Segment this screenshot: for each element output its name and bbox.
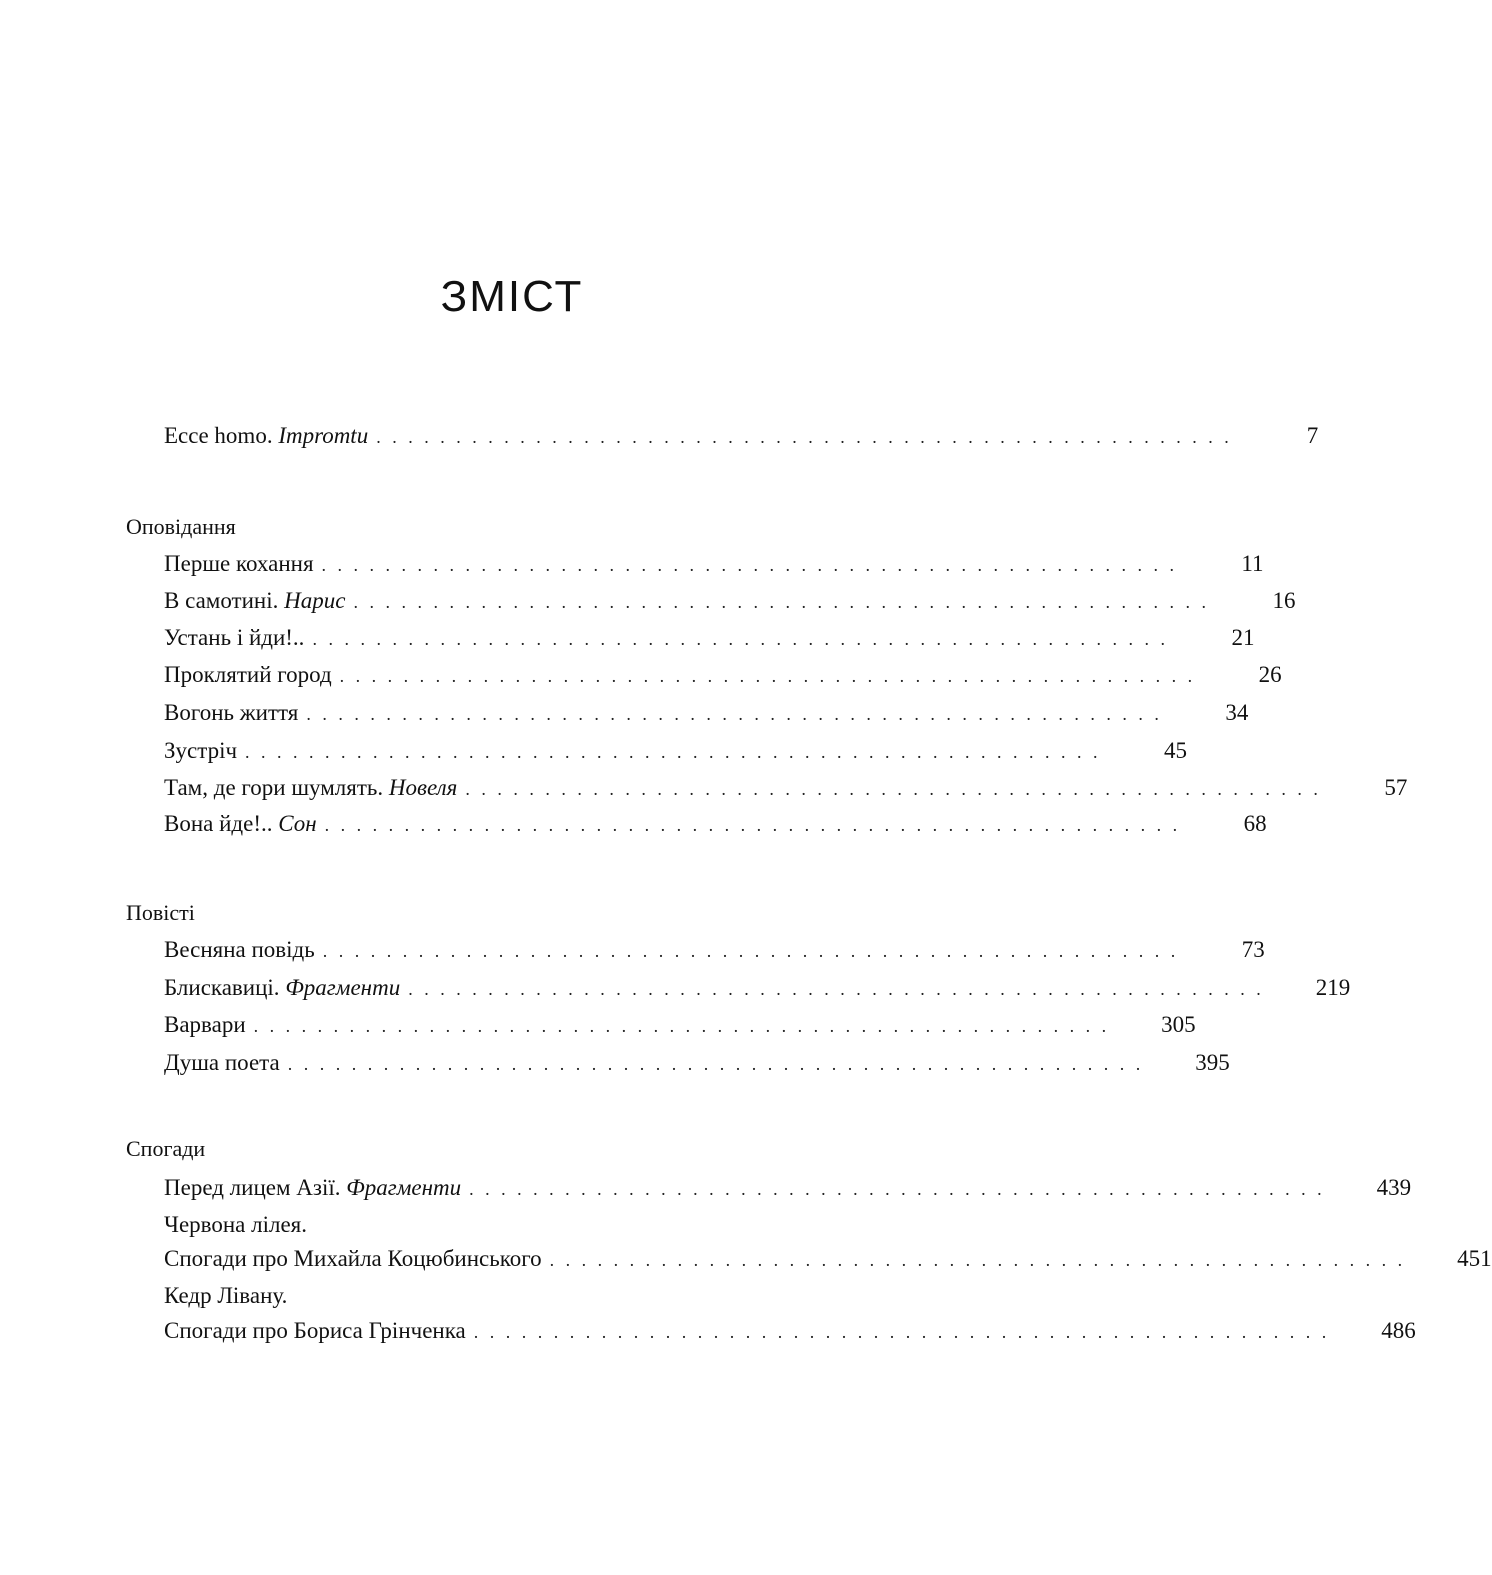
toc-entry[interactable] <box>164 811 1267 841</box>
toc-entry-title: Перед лицем Азії. Фрагменти <box>164 1175 462 1200</box>
toc-page-number: 395 <box>1195 1050 1230 1075</box>
dot-leader: . . . . . . . . . . . . . . . . . . . . . . . . . . . . . . . . . . . . . . . . . . . . . . . . . . . . . . <box>408 979 1265 999</box>
toc-entry-title: Устань і йди!.. <box>164 625 305 650</box>
toc-entry-title: Там, де гори шумлять. Новеля <box>164 775 458 800</box>
dot-leader: . . . . . . . . . . . . . . . . . . . . . . . . . . . . . . . . . . . . . . . . . . . . . . . . . . . . . . <box>339 666 1196 686</box>
page-title: ЗМІСТ <box>440 272 584 321</box>
toc-entry-title: Варвари <box>164 1012 246 1037</box>
toc-entry[interactable] <box>164 1050 1230 1080</box>
dot-leader: . . . . . . . . . . . . . . . . . . . . . . . . . . . . . . . . . . . . . . . . . . . . . . . . . . . . . . <box>287 1054 1144 1074</box>
toc-page-number: 439 <box>1376 1175 1412 1200</box>
dot-leader: . . . . . . . . . . . . . . . . . . . . . . . . . . . . . . . . . . . . . . . . . . . . . . . . . . . . . . <box>324 815 1181 835</box>
toc-page-number: 16 <box>1272 588 1296 613</box>
toc-page-number: 57 <box>1384 775 1408 800</box>
toc-entry-title: Ecce homo. Impromtu <box>164 423 369 448</box>
toc-entry-title: Вона йде!.. Сон <box>164 811 317 836</box>
toc-page-number: 11 <box>1241 551 1264 576</box>
dot-leader: . . . . . . . . . . . . . . . . . . . . . . . . . . . . . . . . . . . . . . . . . . . . . . . . . . . . . . <box>473 1322 1330 1342</box>
toc-entry-title: Вогонь життя <box>164 700 299 725</box>
toc-entry-title: Зустріч <box>164 738 238 763</box>
toc-entry-title: В самотині. Нарис <box>164 588 346 613</box>
section-heading: Повісті <box>126 900 195 925</box>
toc-page-number: 21 <box>1231 625 1255 650</box>
toc-entry-intro[interactable] <box>164 423 1319 453</box>
toc-entry-title: Спогади про Михайла Коцюбинського <box>164 1246 542 1271</box>
toc-entry-title: Блискавиці. Фрагменти <box>164 975 401 1000</box>
toc-entry[interactable] <box>164 1012 1196 1042</box>
toc-entry-title: Спогади про Бориса Грінченка <box>164 1318 466 1343</box>
toc-page-number: 219 <box>1315 975 1351 1000</box>
dot-leader: . . . . . . . . . . . . . . . . . . . . . . . . . . . . . . . . . . . . . . . . . . . . . . . . . . . . . . <box>312 629 1169 649</box>
toc-entry-title: Душа поета <box>164 1050 280 1075</box>
toc-page-number: 486 <box>1381 1318 1416 1343</box>
toc-entry-title: Весняна повідь <box>164 937 315 962</box>
toc-entry[interactable] <box>164 588 1296 618</box>
toc-page-number: 34 <box>1225 700 1249 725</box>
dot-leader: . . . . . . . . . . . . . . . . . . . . . . . . . . . . . . . . . . . . . . . . . . . . . . . . . . . . . . <box>245 742 1102 762</box>
toc-entry[interactable] <box>164 775 1408 805</box>
toc-entry[interactable] <box>164 700 1249 730</box>
toc-entry-title: Червона лілея. <box>164 1212 308 1237</box>
section-heading: Оповідання <box>126 514 236 539</box>
toc-entry[interactable] <box>164 975 1351 1005</box>
toc-entry[interactable] <box>164 1175 1412 1205</box>
dot-leader: . . . . . . . . . . . . . . . . . . . . . . . . . . . . . . . . . . . . . . . . . . . . . . . . . . . . . . <box>253 1016 1110 1036</box>
toc-page-number: 73 <box>1241 937 1265 962</box>
toc-page-number: 45 <box>1164 738 1188 763</box>
toc-entry[interactable] <box>164 662 1282 692</box>
toc-page-number: 26 <box>1258 662 1282 687</box>
dot-leader: . . . . . . . . . . . . . . . . . . . . . . . . . . . . . . . . . . . . . . . . . . . . . . . . . . . . . . <box>376 427 1233 447</box>
dot-leader: . . . . . . . . . . . . . . . . . . . . . . . . . . . . . . . . . . . . . . . . . . . . . . . . . . . . . . <box>469 1179 1326 1199</box>
toc-entry-title: Перше кохання <box>164 551 314 576</box>
toc-entry-title: Проклятий город <box>164 662 332 687</box>
dot-leader: . . . . . . . . . . . . . . . . . . . . . . . . . . . . . . . . . . . . . . . . . . . . . . . . . . . . . . <box>321 555 1178 575</box>
dot-leader: . . . . . . . . . . . . . . . . . . . . . . . . . . . . . . . . . . . . . . . . . . . . . . . . . . . . . . <box>549 1250 1406 1270</box>
dot-leader: . . . . . . . . . . . . . . . . . . . . . . . . . . . . . . . . . . . . . . . . . . . . . . . . . . . . . . <box>465 779 1322 799</box>
toc-entry[interactable] <box>164 1246 1492 1276</box>
toc-page-number: 451 <box>1457 1246 1492 1271</box>
dot-leader: . . . . . . . . . . . . . . . . . . . . . . . . . . . . . . . . . . . . . . . . . . . . . . . . . . . . . . <box>353 592 1210 612</box>
toc-entry[interactable] <box>164 625 1255 655</box>
toc-entry[interactable] <box>164 1318 1416 1348</box>
toc-entry[interactable] <box>164 551 1264 581</box>
section-heading: Спогади <box>126 1136 206 1161</box>
dot-leader: . . . . . . . . . . . . . . . . . . . . . . . . . . . . . . . . . . . . . . . . . . . . . . . . . . . . . . <box>306 704 1163 724</box>
toc-entry-title: Кедр Лівану. <box>164 1283 288 1308</box>
dot-leader: . . . . . . . . . . . . . . . . . . . . . . . . . . . . . . . . . . . . . . . . . . . . . . . . . . . . . . <box>322 941 1179 961</box>
toc-entry[interactable] <box>164 937 1265 967</box>
toc-entry <box>164 1283 807 1313</box>
toc-page-number: 7 <box>1306 423 1319 448</box>
toc-entry[interactable] <box>164 738 1188 768</box>
toc-entry <box>164 1212 807 1242</box>
toc-page-number: 68 <box>1243 811 1267 836</box>
toc-page-number: 305 <box>1161 1012 1196 1037</box>
